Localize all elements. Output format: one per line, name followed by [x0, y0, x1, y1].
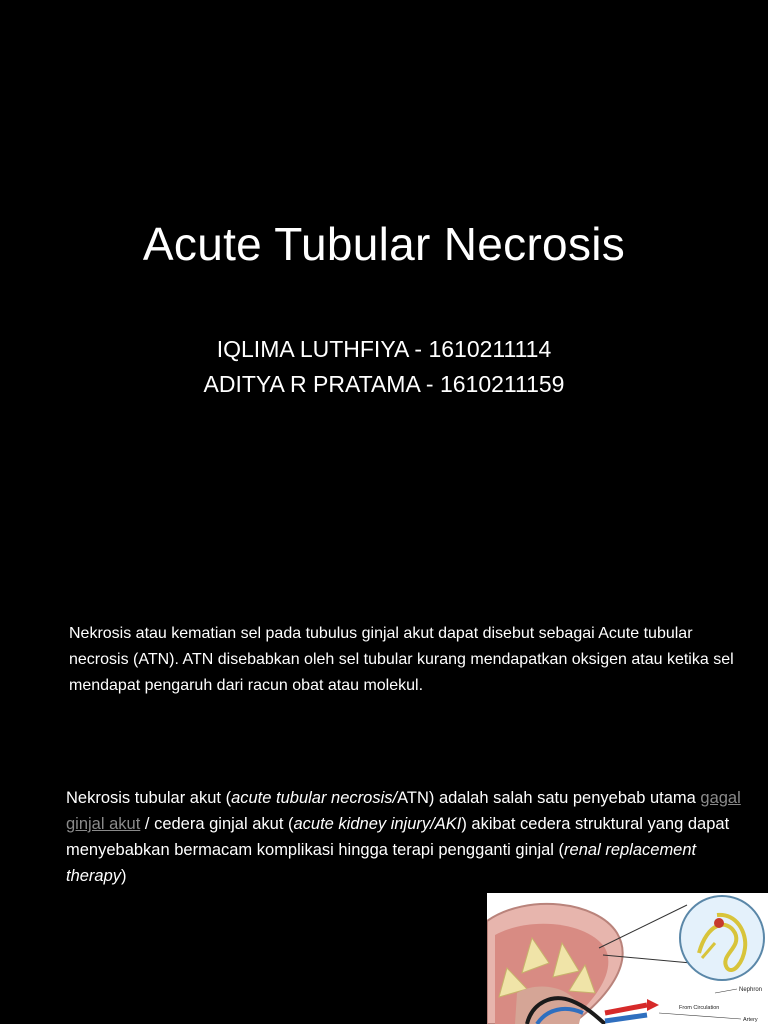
nephron-label: Nephron [739, 987, 763, 993]
definition-paragraph [66, 785, 756, 889]
kidney-nephron-illustration [487, 893, 768, 1024]
text-segment: ATN) adalah salah satu penyebab utama [397, 789, 701, 807]
text-segment: Nekrosis tubular akut ( [66, 789, 232, 807]
italic-term: acute kidney injury/AKI [293, 815, 462, 833]
text-segment: ) akibat cedera struktural yang dapat menyebabkan bermacam komplikasi hingga terapi pengganti ginjal ( [66, 815, 730, 859]
circulation-label: From Circulation [679, 1005, 720, 1011]
italic-term: acute tubular necrosis/ [231, 789, 398, 807]
text-segment: / cedera ginjal akut ( [140, 815, 294, 833]
italic-term: renal replacement therapy [66, 841, 697, 885]
slide-title: Acute Tubular Necrosis [142, 218, 626, 270]
kidney-diagram [487, 893, 768, 1024]
intro-paragraph: Nekrosis atau kematian sel pada tubulus ginjal akut dapat disebut sebagai Acute tubular necrosis (ATN). ATN disebabkan oleh sel tubular kurang mendapatkan oksigen atau ketika sel mendapat pengaruh dari racun obat atau molekul. [69, 625, 734, 694]
author-list [0, 332, 768, 402]
author-2: ADITYA R PRATAMA - 1610211159 [203, 371, 565, 397]
artery-label: Artery [743, 1017, 758, 1023]
gagal-ginjal-akut-link[interactable]: gagal ginjal akut [66, 789, 741, 833]
author-1: IQLIMA LUTHFIYA - 1610211114 [216, 336, 552, 362]
text-segment: ) [121, 867, 127, 885]
